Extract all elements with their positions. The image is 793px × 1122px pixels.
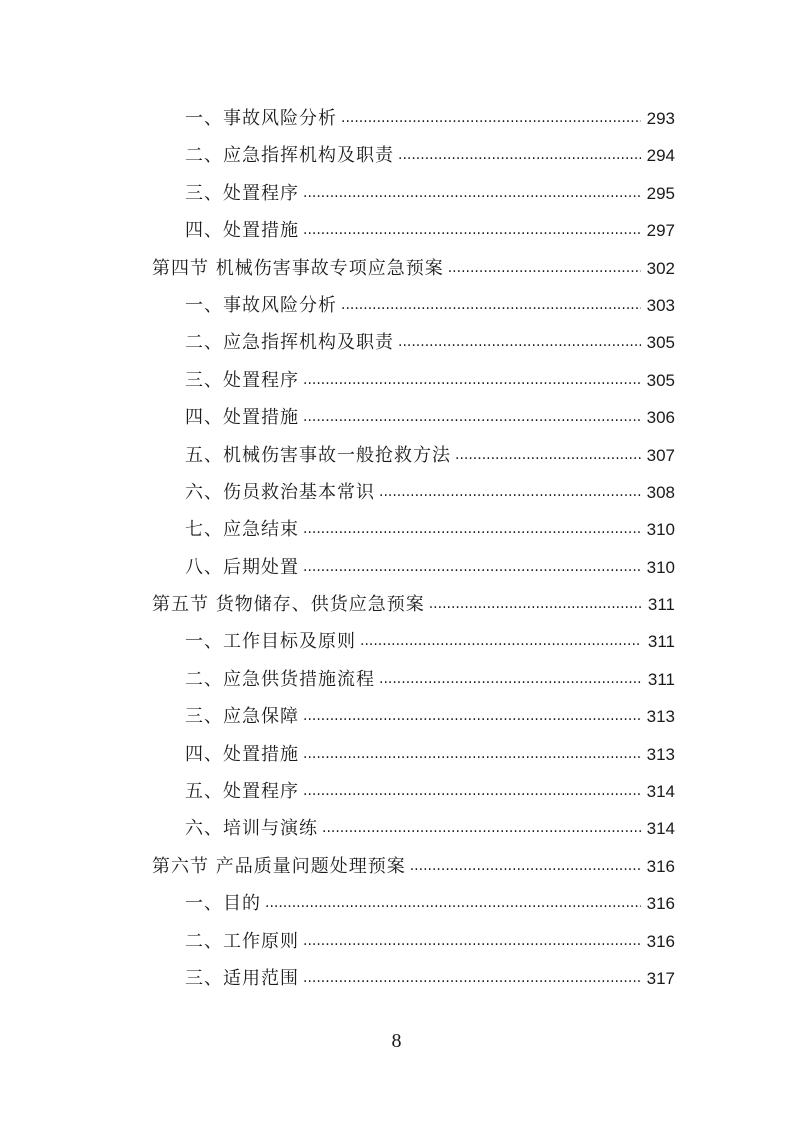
toc-dot-leader [448,250,641,287]
toc-entry-title: 一、工作目标及原则 [185,631,356,653]
toc-entry-page: 314 [646,819,675,839]
toc-entry-page: 302 [646,258,675,278]
toc-entry-title: 三、处置程序 [185,369,299,391]
toc-entry-title: 一、目的 [185,893,261,915]
toc-entry-page: 311 [647,632,675,652]
toc-entry[interactable] [0,474,793,511]
toc-entry-page: 311 [647,669,675,689]
toc-entry-page: 313 [646,744,675,764]
toc-entry-page: 295 [646,183,675,203]
toc-entry-title: 一、事故风险分析 [185,294,337,316]
toc-dot-leader [429,586,641,623]
page-number: 8 [391,1030,402,1052]
toc-entry[interactable] [0,212,793,249]
toc-entry-page: 305 [646,370,675,390]
toc-entry-page: 314 [646,782,675,802]
toc-entry-page: 294 [646,146,675,166]
toc-entry-title: 一、事故风险分析 [185,108,337,129]
toc-entry[interactable] [0,923,793,960]
toc-dot-leader [303,362,641,399]
toc-dot-leader [303,960,641,997]
toc-entry[interactable] [0,324,793,361]
toc-entry[interactable] [0,960,793,997]
toc-dot-leader [379,661,641,698]
toc-dot-leader [360,623,641,660]
toc-entry-page: 307 [646,445,675,465]
toc-entry[interactable] [0,362,793,399]
toc-section-title: 第六节 产品质量问题处理预案 [152,855,406,877]
toc-entry-title: 三、处置程序 [185,182,299,204]
toc-entry-title: 二、工作原则 [185,930,299,952]
toc-entry[interactable] [0,437,793,474]
toc-dot-leader [398,137,641,174]
toc-entry-page: 297 [646,221,675,241]
toc-entry-page: 293 [646,109,675,128]
table-of-contents [0,100,793,997]
toc-dot-leader [303,698,641,735]
toc-entry-page: 308 [646,482,675,502]
toc-entry-title: 四、处置措施 [185,407,299,429]
toc-entry-title: 五、机械伤害事故一般抢救方法 [185,444,451,466]
toc-dot-leader [303,923,641,960]
toc-entry-page: 311 [647,595,675,615]
toc-entry-title: 三、应急保障 [185,706,299,728]
toc-entry-title: 二、应急指挥机构及职责 [185,332,394,354]
toc-entry-page: 305 [646,333,675,353]
toc-entry-title: 四、处置措施 [185,743,299,765]
toc-entry[interactable] [0,623,793,660]
toc-dot-leader [303,773,641,810]
toc-entry[interactable] [0,736,793,773]
toc-dot-leader [341,100,641,137]
toc-dot-leader [379,474,641,511]
toc-entry-title: 八、后期处置 [185,556,299,578]
toc-section-entry[interactable] [0,250,793,287]
toc-entry[interactable] [0,175,793,212]
toc-section-entry[interactable] [0,848,793,885]
toc-dot-leader [303,212,641,249]
toc-entry-page: 316 [646,931,675,951]
toc-dot-leader [265,885,641,922]
toc-entry-page: 316 [646,856,675,876]
toc-dot-leader [303,175,641,212]
toc-entry-page: 313 [646,707,675,727]
toc-entry-title: 五、处置程序 [185,781,299,803]
toc-entry-page: 303 [646,295,675,315]
toc-entry[interactable] [0,661,793,698]
toc-section-entry[interactable] [0,586,793,623]
toc-entry-page: 316 [646,894,675,914]
toc-entry[interactable] [0,399,793,436]
toc-dot-leader [303,399,641,436]
toc-entry-title: 三、适用范围 [185,967,299,989]
toc-dot-leader [341,287,641,324]
toc-entry[interactable] [0,885,793,922]
toc-entry[interactable] [0,100,793,137]
toc-dot-leader [322,810,641,847]
toc-entry-page: 310 [646,520,675,540]
toc-entry[interactable] [0,773,793,810]
toc-entry-title: 六、伤员救治基本常识 [185,481,375,503]
toc-dot-leader [455,437,641,474]
toc-entry[interactable] [0,287,793,324]
toc-entry-page: 317 [646,968,675,988]
toc-dot-leader [410,848,641,885]
toc-section-title: 第五节 货物储存、供货应急预案 [152,594,425,616]
toc-entry-title: 四、处置措施 [185,220,299,242]
toc-entry[interactable] [0,511,793,548]
toc-entry[interactable] [0,137,793,174]
toc-dot-leader [398,324,641,361]
toc-entry-page: 306 [646,408,675,428]
toc-dot-leader [303,511,641,548]
toc-entry-title: 二、应急指挥机构及职责 [185,145,394,167]
toc-entry-page: 310 [646,557,675,577]
toc-entry-title: 七、应急结束 [185,519,299,541]
toc-entry[interactable] [0,549,793,586]
toc-entry[interactable] [0,810,793,847]
toc-dot-leader [303,549,641,586]
toc-entry-title: 二、应急供货措施流程 [185,668,375,690]
toc-dot-leader [303,736,641,773]
toc-entry[interactable] [0,698,793,735]
toc-section-title: 第四节 机械伤害事故专项应急预案 [152,257,444,279]
toc-entry-title: 六、培训与演练 [185,818,318,840]
